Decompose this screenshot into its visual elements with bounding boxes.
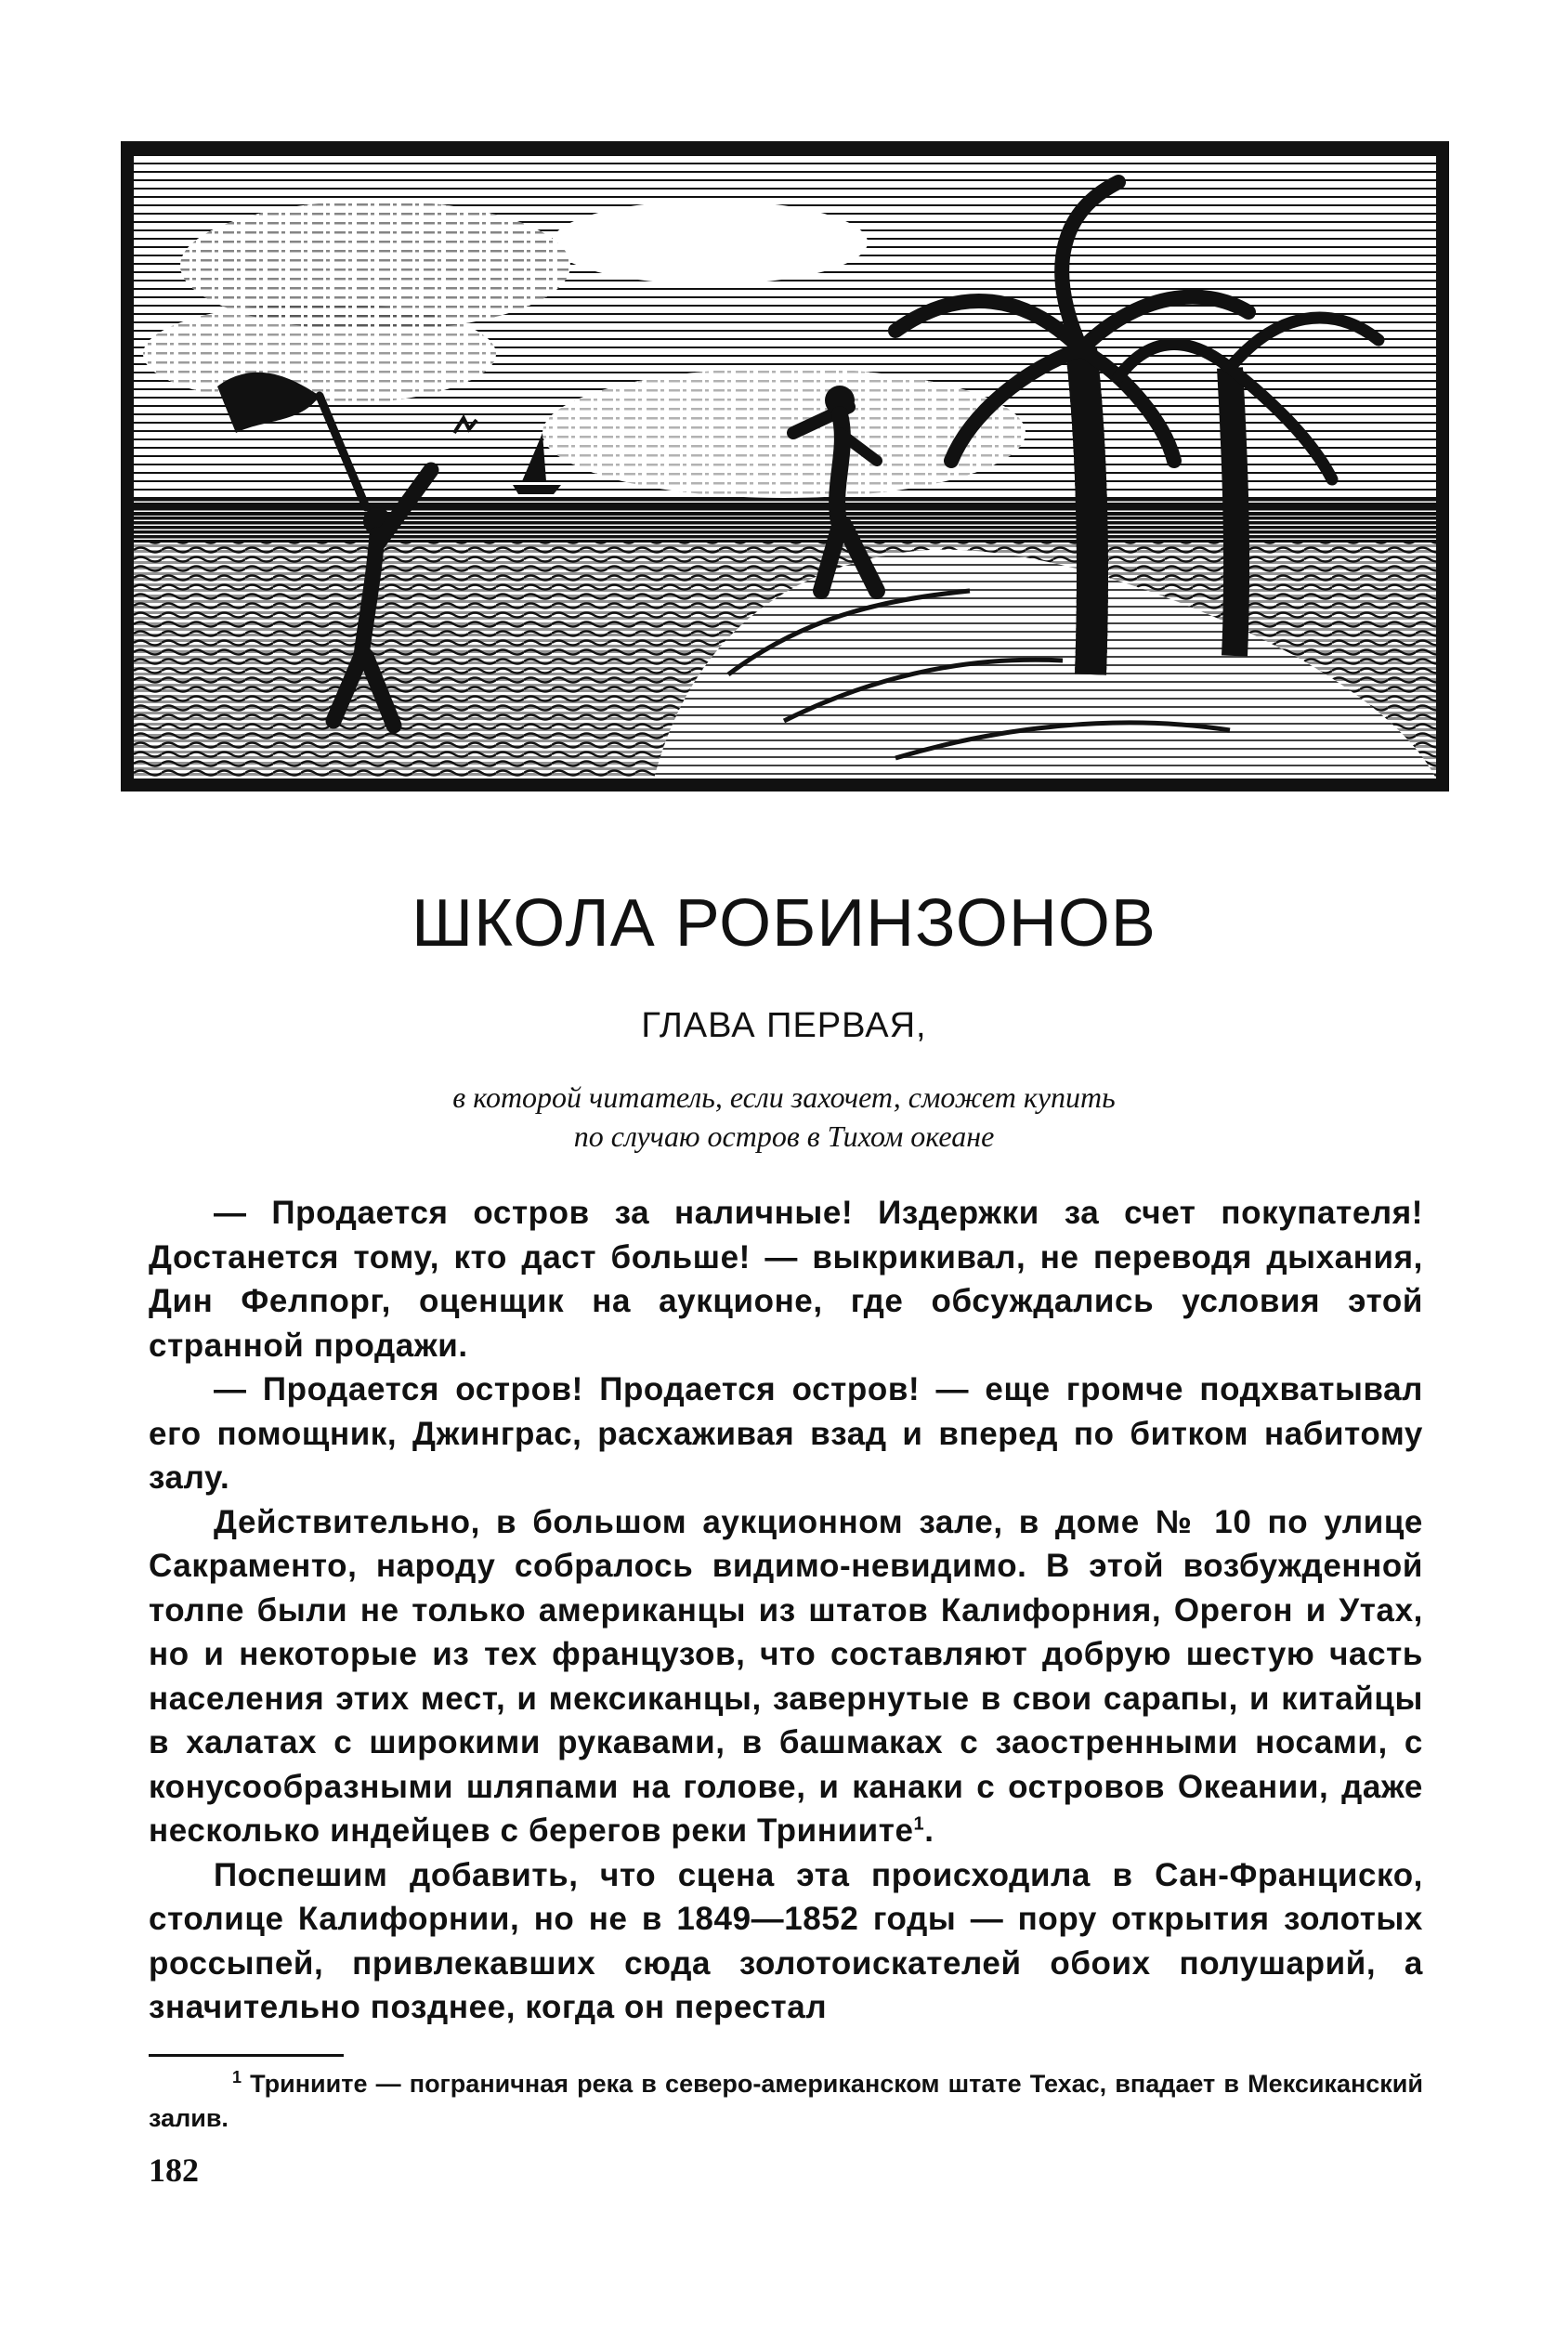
subtitle-line: по случаю остров в Тихом океане bbox=[573, 1119, 995, 1153]
island-engraving-image bbox=[134, 154, 1436, 778]
paragraph: Поспешим добавить, что сцена эта происходила в Сан-Франциско, столице Калифорнии, но не в 1849—1852 годы — пору открытия золотых россыпей, привлекавших сюда золотоискателей обоих полушарий, а значительно позднее, когда он перестал bbox=[149, 1856, 1423, 2025]
footnote-mark: 1 bbox=[232, 2068, 242, 2087]
chapter-subtitle bbox=[0, 1078, 1568, 1156]
paragraph-text: Действительно, в большом аукционном зале, в доме № 10 по улице Сакраменто, народу собралось видимо-невидимо. В этой возбужденной толпе были не только американцы из штатов Калифорния, Орегон и Утах, но и некоторые из тех французов, что составляют добрую шестую часть населения этих мест, и мексиканцы, завернутые в свои сарапы, и китайцы в халатах с широкими рукавами, в башмаках с заостренными носами, с конусообразными шляпами на голове, и канаки с островов Океании, даже несколько индейцев с берегов реки Триниите bbox=[149, 1503, 1423, 1849]
body-text bbox=[149, 1191, 1423, 2030]
paragraph-end-punctuation: . bbox=[924, 1812, 934, 1849]
paragraph: — Продается остров! Продается остров! — еще громче подхватывал его помощник, Джинграс, расхаживая взад и вперед по битком набитому залу. bbox=[149, 1371, 1423, 1496]
paragraph bbox=[149, 1500, 1423, 1853]
book-title: ШКОЛА РОБИНЗОНОВ bbox=[412, 886, 1156, 961]
page-number: 182 bbox=[149, 2152, 199, 2189]
footnote-text: Триниите — пограничная река в северо-американском штате Техас, впадает в Мексиканский залив. bbox=[149, 2070, 1423, 2132]
footnote-reference[interactable]: 1 bbox=[913, 1813, 925, 1835]
paragraph: — Продается остров за наличные! Издержки за счет покупателя! Достанется тому, кто даст больше! — выкрикивал, не переводя дыхания, Дин Фелпорг, оценщик на аукционе, где обсуждались условия этой странной продажи. bbox=[149, 1195, 1423, 1364]
footnote-divider bbox=[149, 2054, 344, 2057]
engraving-illustration bbox=[121, 141, 1449, 792]
subtitle-line: в которой читатель, если захочет, сможет купить bbox=[452, 1080, 1116, 1114]
footnote bbox=[149, 2067, 1423, 2136]
chapter-heading: ГЛАВА ПЕРВАЯ, bbox=[641, 1006, 927, 1045]
